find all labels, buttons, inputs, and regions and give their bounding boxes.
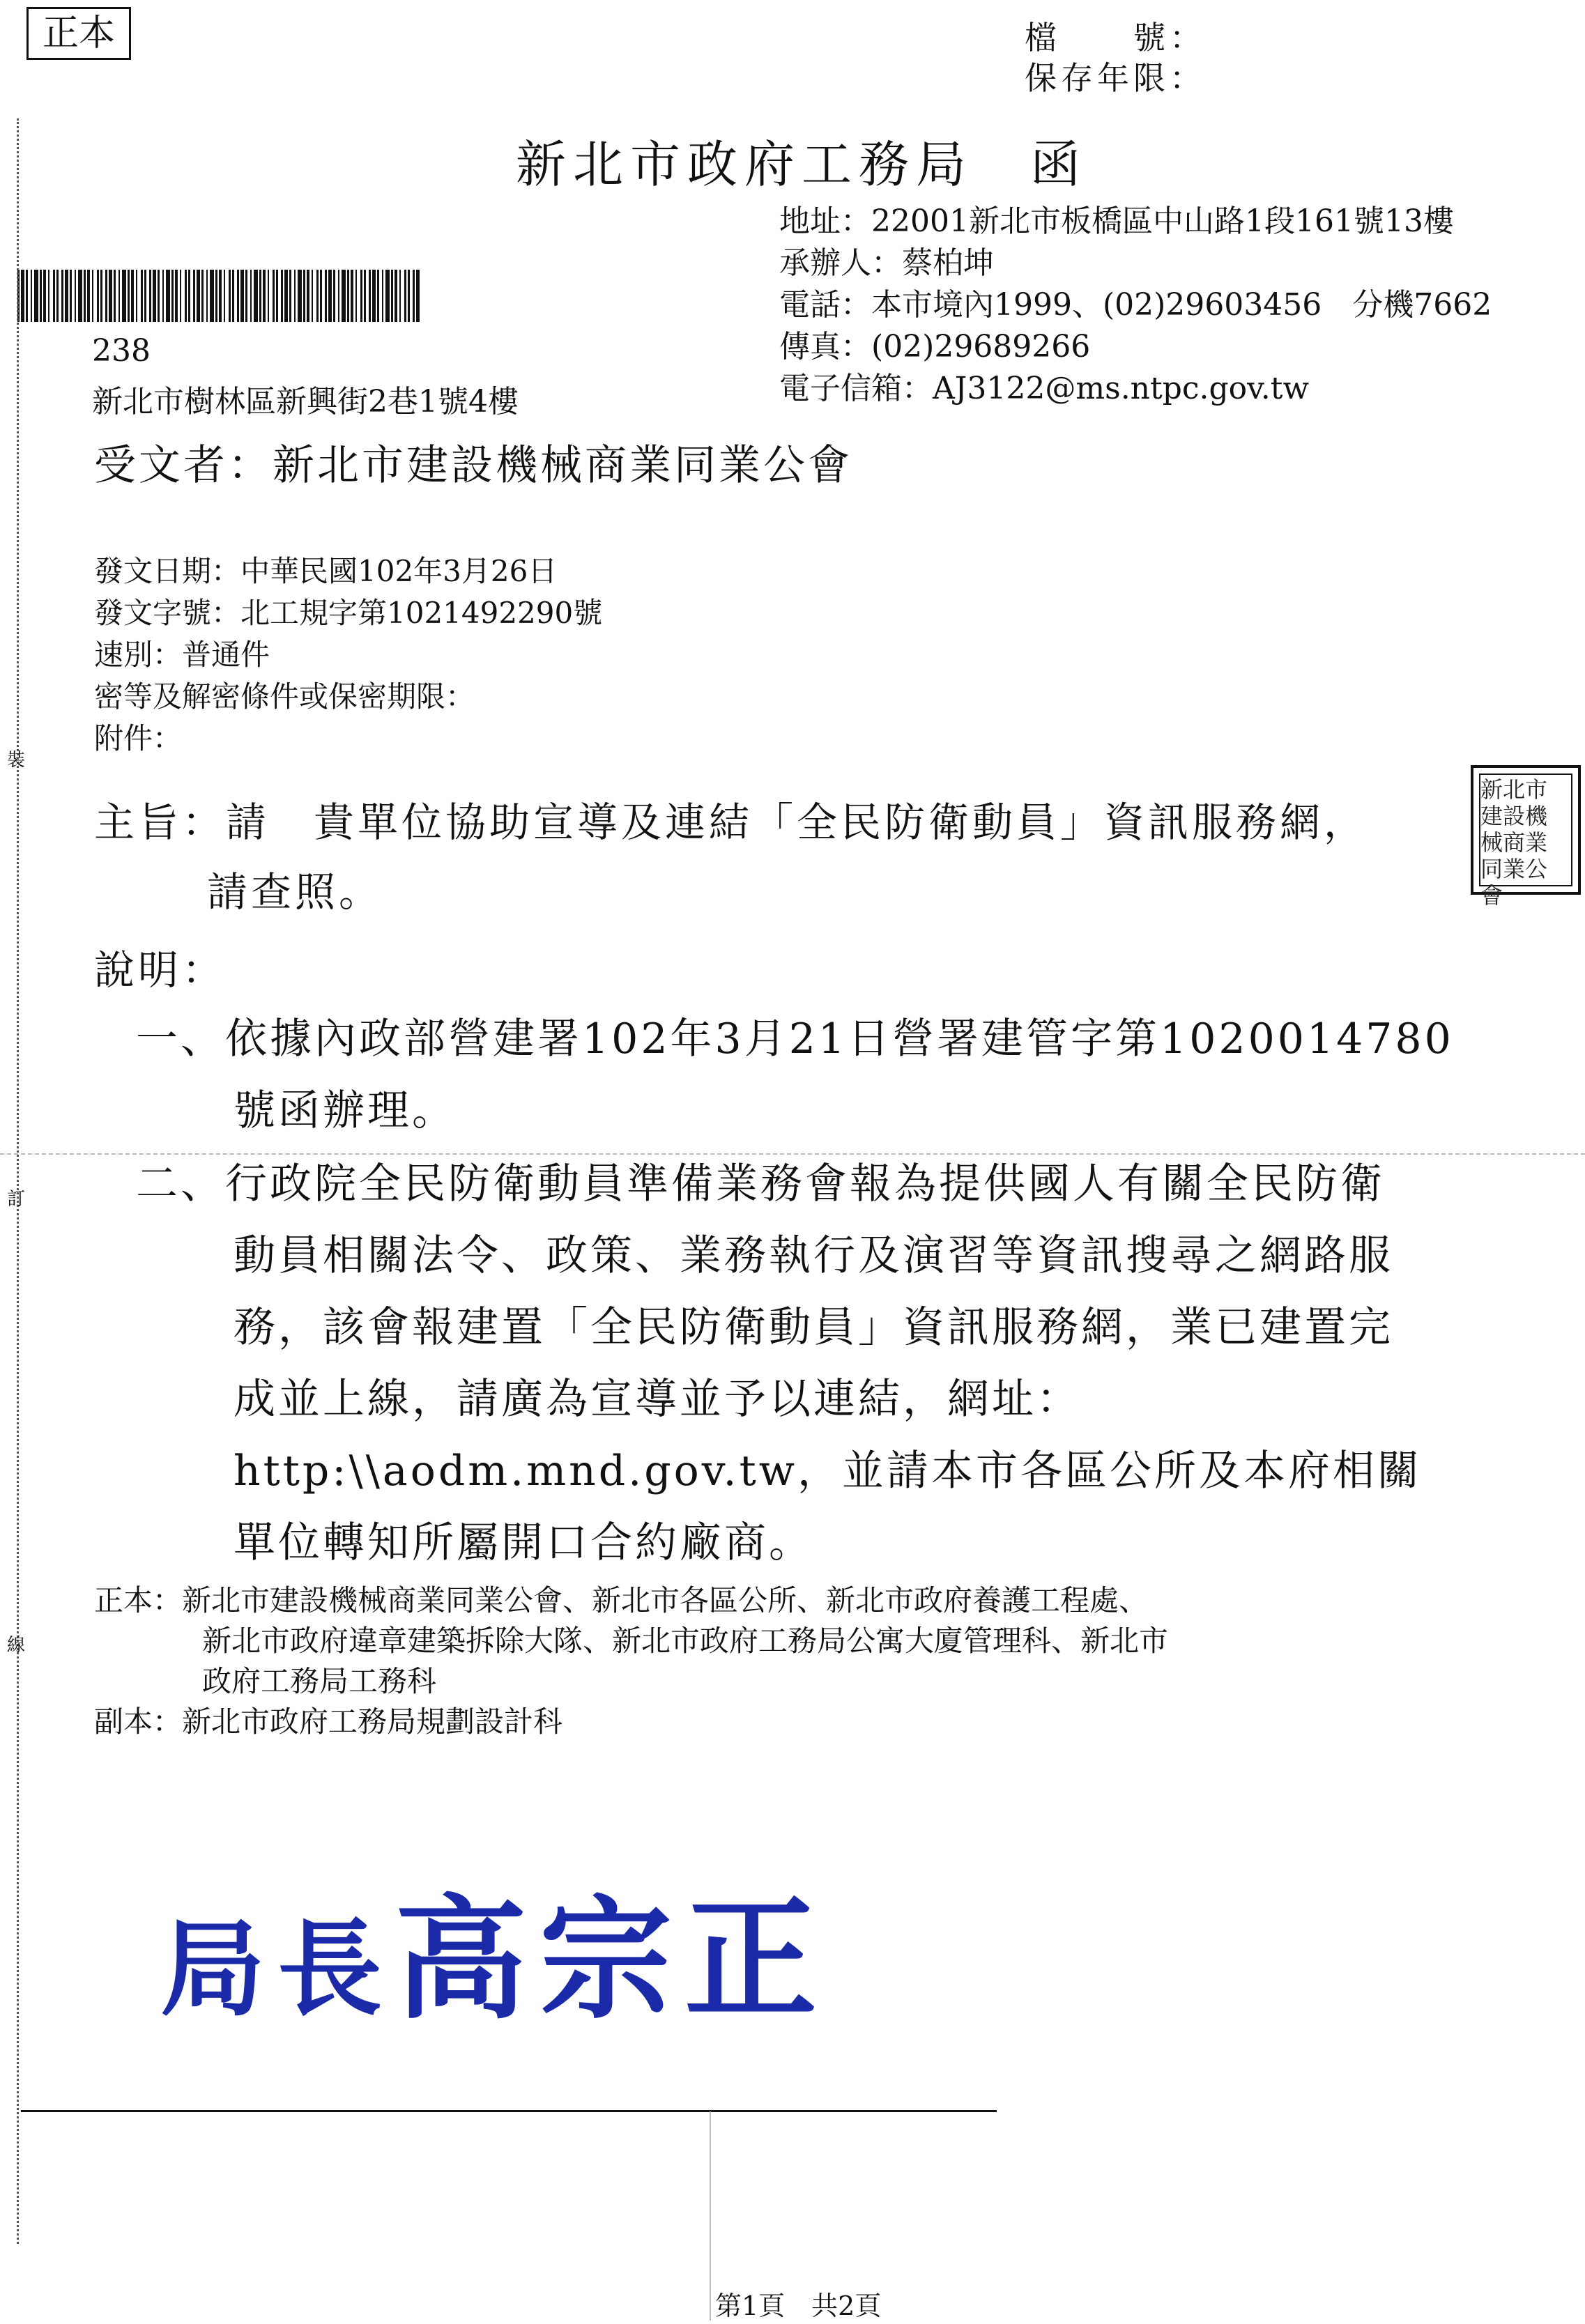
explanation-line: 成並上線，請廣為宣導並予以連結，網址：	[233, 1375, 1081, 1424]
barcode-bar	[385, 270, 390, 322]
recipient: 受文者：新北市建設機械商業同業公會	[94, 441, 852, 490]
barcode-bar	[372, 270, 376, 322]
barcode-bar	[109, 270, 112, 322]
page-number: 第1頁 共2頁	[715, 2291, 882, 2321]
barcode-bar	[70, 270, 72, 322]
barcode-bar	[369, 270, 371, 322]
barcode-bar	[188, 270, 190, 322]
barcode-bar	[391, 270, 393, 322]
barcode-bar	[136, 270, 137, 322]
barcode-bar	[92, 270, 93, 322]
barcode-bar	[31, 270, 32, 322]
barcode-bar	[245, 270, 247, 322]
barcode-bar	[263, 270, 266, 322]
line-mark: 線	[7, 1635, 26, 1656]
barcode-bar	[416, 270, 420, 322]
barcode-bar	[281, 270, 283, 322]
sender-phone: 電話：本市境內1999、(02)29603456 分機7662	[779, 287, 1492, 323]
barcode-bar	[404, 270, 406, 322]
barcode-bar	[21, 270, 24, 322]
explanation-line: 務，該會報建置「全民防衛動員」資訊服務網，業已建置完	[233, 1303, 1393, 1352]
barcode-bar	[250, 270, 252, 322]
explanation-line: 單位轉知所屬開口合約廠商。	[233, 1518, 813, 1567]
barcode-bar	[87, 270, 90, 322]
barcode-bar	[105, 270, 107, 322]
barcode-bar	[185, 270, 187, 322]
barcode-bar	[206, 270, 208, 322]
barcode-bar	[149, 270, 151, 322]
barcode-bar	[399, 270, 401, 322]
explanation-item-1	[136, 1003, 1454, 1147]
binding-margin-line	[17, 118, 19, 2244]
barcode-bar	[240, 270, 244, 322]
barcode-bar	[312, 270, 313, 322]
barcode-bar	[254, 270, 258, 322]
barcode-bar	[273, 270, 275, 322]
subject	[94, 787, 1368, 927]
explanation-line: 號函辦理。	[233, 1086, 457, 1135]
barcode-bar	[131, 270, 134, 322]
barcode-bar	[360, 270, 362, 322]
binding-mark: 裝	[7, 750, 26, 771]
barcode-bar	[100, 270, 102, 322]
barcode-bar	[328, 270, 332, 322]
director-signature-stamp	[160, 1854, 829, 2044]
barcode-bar	[171, 270, 174, 322]
document-number: 發文字號：北工規字第1021492290號	[94, 596, 603, 630]
subject-line: 請查照。	[207, 868, 383, 916]
barcode-bar	[144, 270, 146, 322]
barcode-bar	[219, 270, 222, 322]
retention-label: 保存年限：	[1025, 59, 1206, 97]
barcode-bar	[210, 270, 214, 322]
explanation-line: 二、行政院全民防衛動員準備業務會報為提供國人有關全民防衛	[136, 1160, 1385, 1208]
barcode-bar	[351, 270, 353, 322]
barcode-bar	[118, 270, 120, 322]
barcode-bar	[377, 270, 379, 322]
barcode-bar	[162, 270, 164, 322]
barcode-bar	[201, 270, 204, 322]
barcode-bar	[180, 270, 181, 322]
barcode-bar	[56, 270, 59, 322]
barcode-bar	[298, 270, 302, 322]
sender-email: 電子信箱：AJ3122@ms.ntpc.gov.tw	[779, 371, 1310, 406]
secrecy-level: 密等及解密條件或保密期限：	[94, 679, 475, 714]
barcode-bar	[284, 270, 288, 322]
original-copy-stamp: 正本	[26, 7, 131, 60]
delivery-speed: 速別：普通件	[94, 638, 270, 672]
barcode-bar	[307, 270, 309, 322]
staple-mark: 訂	[7, 1189, 26, 1210]
barcode-bar	[224, 270, 225, 322]
fold-line	[0, 1153, 1585, 1155]
barcode-bar	[43, 270, 46, 322]
barcode	[17, 270, 422, 322]
sender-address: 地址：22001新北市板橋區中山路1段161號13樓	[779, 203, 1454, 239]
explanation-url-line[interactable]: http:\\aodm.mnd.gov.tw，並請本市各區公所及本府相關	[233, 1447, 1423, 1495]
explanation-line: 一、依據內政部營建署102年3月21日營署建管字第1020014780	[136, 1015, 1454, 1063]
barcode-bar	[338, 270, 339, 322]
barcode-bar	[268, 270, 269, 322]
barcode-bar	[26, 270, 28, 322]
barcode-bar	[193, 270, 195, 322]
barcode-bar	[382, 270, 383, 322]
bottom-rule	[21, 2110, 997, 2112]
barcode-bar	[122, 270, 126, 322]
barcode-bar	[395, 270, 397, 322]
barcode-bar	[158, 270, 160, 322]
barcode-bar	[408, 270, 410, 322]
barcode-bar	[114, 270, 116, 322]
explanation-line: 動員相關法令、政策、業務執行及演習等資訊搜尋之網路服	[233, 1231, 1393, 1280]
distribution-original: 正本：新北市建設機械商業同業公會、新北市各區公所、新北市政府養護工程處、	[94, 1583, 1149, 1617]
barcode-bar	[53, 270, 55, 322]
association-seal	[1471, 765, 1581, 909]
document-title: 新北市政府工務局 函	[516, 135, 1088, 194]
sender-fax: 傳真：(02)29689266	[779, 329, 1091, 364]
signature-name: 高宗正	[395, 1881, 830, 2037]
attachments: 附件：	[94, 721, 183, 755]
barcode-bar	[166, 270, 170, 322]
barcode-bar	[153, 270, 156, 322]
barcode-bar	[229, 270, 231, 322]
distribution	[94, 1580, 1168, 1742]
barcode-bar	[413, 270, 415, 322]
barcode-bar	[215, 270, 217, 322]
barcode-bar	[40, 270, 42, 322]
barcode-bar	[303, 270, 305, 322]
barcode-bar	[294, 270, 296, 322]
issue-date: 發文日期：中華民國102年3月26日	[94, 554, 558, 588]
barcode-bar	[364, 270, 366, 322]
barcode-bar	[325, 270, 327, 322]
barcode-bar	[333, 270, 335, 322]
barcode-bar	[237, 270, 239, 322]
barcode-bar	[276, 270, 278, 322]
barcode-bar	[128, 270, 130, 322]
barcode-bar	[78, 270, 82, 322]
barcode-bar	[75, 270, 76, 322]
document-meta	[94, 551, 602, 760]
file-meta	[1025, 17, 1206, 98]
barcode-bar	[232, 270, 234, 322]
barcode-bar	[289, 270, 291, 322]
barcode-bar	[97, 270, 99, 322]
signature-title: 局長	[160, 1908, 395, 2031]
mailing-zip: 238	[92, 333, 151, 369]
file-number-label: 檔 號：	[1025, 19, 1206, 56]
barcode-bar	[347, 270, 349, 322]
barcode-bar	[342, 270, 346, 322]
sender-info	[779, 201, 1492, 410]
subject-line: 主旨：請 貴單位協助宣導及連結「全民防衛動員」資訊服務網，	[94, 799, 1368, 846]
barcode-bar	[61, 270, 63, 322]
barcode-bar	[65, 270, 68, 322]
barcode-bar	[34, 270, 38, 322]
barcode-bar	[355, 270, 357, 322]
sender-officer: 承辦人：蔡柏坤	[779, 245, 994, 281]
distribution-original: 新北市政府違章建築拆除大隊、新北市政府工務局公寓大廈管理科、新北市	[202, 1624, 1169, 1658]
mailing-address: 新北市樹林區新興街2巷1號4樓	[92, 384, 519, 420]
seal-text: 新北市建設機械商業同業公會	[1480, 776, 1548, 909]
distribution-original: 政府工務局工務科	[202, 1664, 437, 1698]
barcode-bar	[84, 270, 86, 322]
barcode-bar	[48, 270, 49, 322]
barcode-bar	[320, 270, 322, 322]
distribution-copy: 副本：新北市政府工務局規劃設計科	[94, 1704, 563, 1739]
explanation-label: 說明：	[94, 946, 227, 994]
barcode-bar	[316, 270, 319, 322]
barcode-bar	[259, 270, 261, 322]
barcode-bar	[197, 270, 200, 322]
barcode-bar	[141, 270, 143, 322]
bottom-divider	[710, 2111, 711, 2321]
explanation-item-2	[136, 1148, 1422, 1579]
barcode-bar	[175, 270, 178, 322]
